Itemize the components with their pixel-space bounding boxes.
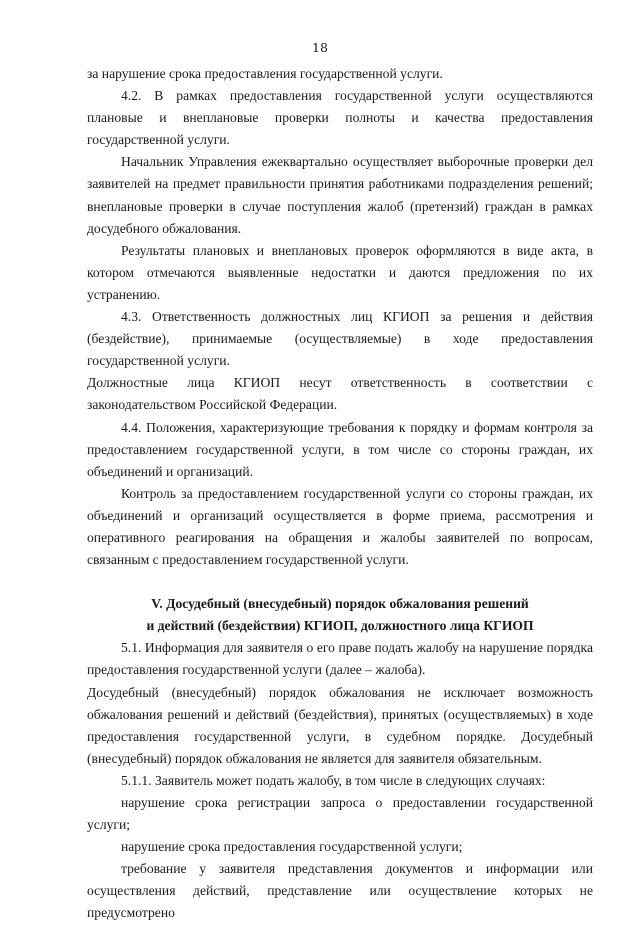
spacer [87,571,593,593]
section-4-block [87,63,593,571]
paragraph: Должностные лица КГИОП несут ответственность в соответствии с законодательством Российской Федерации. [87,375,593,413]
paragraph: Досудебный (внесудебный) порядок обжалования не исключает возможность обжалования решений и действий (бездействия), принятых (осуществляемых) в ходе предоставления государственной услуги, в судебном порядке. Досудебный (внесудебный) порядок обжалования не является для заявителя обязательным. [87,684,593,766]
page-number: 18 [312,40,328,55]
paragraph: 5.1.1. Заявитель может подать жалобу, в том числе в следующих случаях: [121,772,546,788]
paragraph: Контроль за предоставлением государственной услуги со стороны граждан, их объединений и организаций осуществляется в форме приема, рассмотрения и оперативного реагирования на обращения и жалобы заявителей по вопросам, связанным с предоставлением государственной услуги. [87,485,593,568]
section-5-block [87,637,593,924]
paragraph: Начальник Управления ежеквартально осуществляет выборочные проверки дел заявителей на предмет правильности принятия работниками подразделения решений; внеплановые проверки в случае поступления жалоб (претензий) граждан в рамках досудебного обжалования. [87,154,593,236]
paragraph: Результаты плановых и внеплановых проверок оформляются в виде акта, в котором отмечаются выявленные недостатки и даются предложения по их устранению. [87,242,593,302]
paragraph: 5.1. Информация для заявителя о его праве подать жалобу на нарушение порядка предоставления государственной услуги (далее – жалоба). [87,640,593,678]
paragraph: требование у заявителя представления документов и информации или осуществления действий, представление или осуществление которых не предусмотрено [87,861,593,921]
paragraph: за нарушение срока предоставления государственной услуги. [87,66,443,81]
section-heading-line-2: и действий (бездействия) КГИОП, должностного лица КГИОП [146,618,534,634]
section-heading-line-1: V. Досудебный (внесудебный) порядок обжалования решений [151,596,529,612]
section-heading [87,593,593,637]
paragraph: 4.4. Положения, характеризующие требования к порядку и формам контроля за предоставлением государственной услуги, в том числе со стороны граждан, их объединений и организаций. [87,419,593,479]
paragraph: 4.3. Ответственность должностных лиц КГИОП за решения и действия (бездействие), принимаемые (осуществляемые) в ходе предоставления государственной услуги. [87,309,593,369]
paragraph: нарушение срока предоставления государственной услуги; [121,839,463,855]
paragraph: 4.2. В рамках предоставления государственной услуги осуществляются плановые и внеплановые проверки полноты и качества предоставления государственной услуги. [87,88,593,148]
document-body [87,63,593,925]
paragraph: нарушение срока регистрации запроса о предоставлении государственной услуги; [87,795,593,833]
